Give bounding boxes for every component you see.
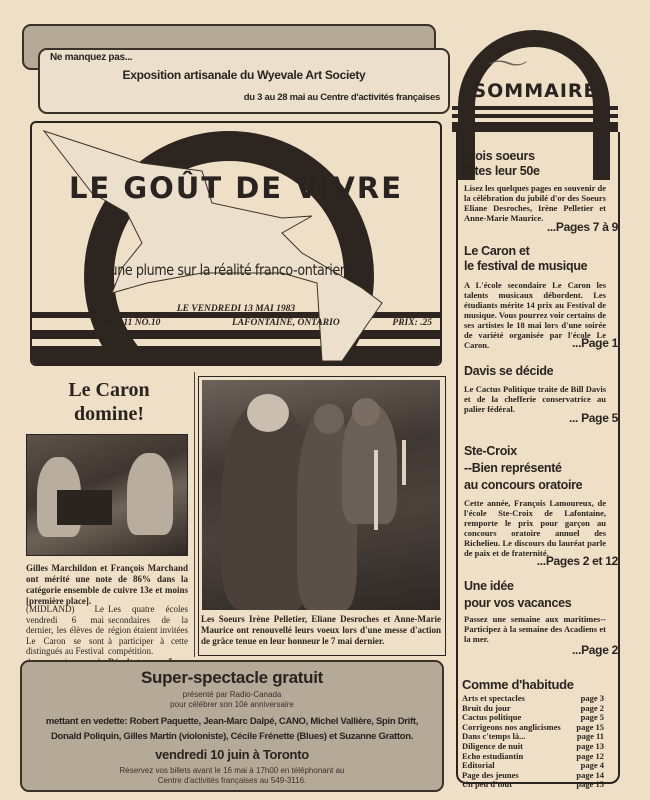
issue-volume: VOL.11 NO.10 bbox=[102, 318, 161, 328]
regular-page: page 15 bbox=[576, 721, 604, 732]
lead-body-col1: (MIDLAND) Le vendredi 6 mai dernier, les élèves de Le Caron se sont distingués au Festival bbox=[26, 604, 104, 656]
promo-presenter: présenté par Radio-Canada bbox=[182, 690, 282, 699]
regular-row[interactable] bbox=[462, 780, 604, 790]
regular-name: Corrigeons nos anglicismes bbox=[462, 721, 561, 732]
banner-title: Exposition artisanale du Wyevale Art Society bbox=[122, 68, 366, 82]
masthead bbox=[30, 121, 442, 366]
toc-title-line: Ste-Croix bbox=[464, 444, 517, 458]
sommaire-stripe bbox=[452, 114, 618, 118]
band-photo bbox=[26, 434, 188, 556]
toc-item-summary: Passez une semaine aux maritimes-- Participez à la semaine des Acadiens et la mer. bbox=[464, 614, 606, 644]
toc-title-line: au concours oratoire bbox=[464, 478, 583, 492]
regular-page: page 13 bbox=[576, 740, 604, 751]
banner-kicker: Ne manquez pas... bbox=[50, 52, 133, 63]
toc-item-pages[interactable]: ...Pages 7 à 9 bbox=[546, 220, 618, 234]
toc-item-pages[interactable]: ...Page 2 bbox=[572, 643, 618, 657]
music-stand bbox=[57, 490, 112, 525]
toc-item-title bbox=[464, 578, 571, 612]
toc-title-line: Une idée bbox=[464, 579, 514, 593]
promo-reservation-line1: Réservez vos billets avant le 16 mai à 17h00 en téléphonant au bbox=[119, 766, 345, 775]
regular-page: page 4 bbox=[580, 760, 604, 771]
regular-name: Bruit du jour bbox=[462, 702, 511, 713]
candle bbox=[402, 440, 406, 485]
band-photo-caption: Gilles Marchildon et François Marchand ont mérité une note de 86% dans la catégorie ensemble de cuivre 13e et moins [première place]. bbox=[26, 563, 188, 606]
promo-title: Super-spectacle gratuit bbox=[140, 668, 324, 687]
newspaper-tagline: une plume sur la réalité franco-ontarienne bbox=[109, 261, 363, 279]
toc-item-title bbox=[464, 364, 553, 379]
toc-title-line: Le Caron et bbox=[464, 244, 530, 258]
toc-item-summary: Lisez les quelques pages en souvenir de la célébration du jubilé d'or des Soeurs Eliane Desroches, Irène Pelletier et Anne-Marie Maurice. bbox=[464, 183, 606, 223]
promo-date: vendredi 10 juin à Toronto bbox=[155, 747, 309, 762]
candle bbox=[374, 450, 378, 530]
promo-cast-line1: mettant en vedette: Robert Paquette, Jean-Marc Dalpé, CANO, Michel Vallière, Spin Drift, bbox=[45, 716, 419, 727]
regular-name: Dans c'temps là... bbox=[462, 731, 526, 742]
toc-item-title bbox=[464, 443, 582, 494]
regulars-list bbox=[462, 694, 604, 790]
regular-page: page 12 bbox=[576, 750, 604, 761]
lead-headline-line1: Le Caron bbox=[68, 379, 150, 401]
lead-body-col2 bbox=[108, 604, 188, 667]
promo-cast-line2: Donald Poliquin, Gilles Martin (violoniste), Cécile Frénette (Blues) et Suzanne Gratton. bbox=[50, 731, 414, 742]
lead-headline-line2: domine! bbox=[74, 403, 144, 425]
toc-title-line: le festival de musique bbox=[464, 259, 588, 273]
issue-location: LAFONTAINE, ONTARIO bbox=[232, 318, 340, 328]
newspaper-title: LE GOÛT DE VIVRE bbox=[68, 171, 404, 205]
toc-item-pages[interactable]: ...Pages 2 et 12 bbox=[536, 554, 618, 568]
promo-reservation-line2: Centre d'activités françaises au 549-3116. bbox=[157, 776, 307, 785]
regular-name: Un peu d'tout bbox=[462, 779, 513, 790]
toc-item-summary: A L'école secondaire Le Caron les talents musicaux débordent. Les étudiants mérite 14 prix au Festival de musique. Vous pourrez voir certains de ses artistes le 18 mai lors d'une soirée de variété organisée par l'école Le Caron. bbox=[464, 280, 606, 350]
issue-date: LE VENDREDI 13 MAI 1983 bbox=[176, 304, 296, 314]
sisters-photo-caption: Les Soeurs Irène Pelletier, Eliane Desroches et Anne-Marie Maurice ont renouvellé leurs voeux lors d'une messe d'action de grâce tenue en leur honneur le 7 mai dernier. bbox=[201, 614, 441, 646]
sommaire-stripe bbox=[452, 106, 618, 110]
toc-item-title bbox=[464, 244, 587, 274]
lead-body-col2-text: Les quatre écoles secondaires de la région étaient invitées à participer à cette compétition. bbox=[108, 604, 188, 656]
toc-item-summary: Cette année, François Lamoureux, de l'école Ste-Croix de Lafontaine, remporte le prix pour garçon au concours oratoire annuel des Richelieu. Le discours du lauréat parle de paix et de fraternité. bbox=[464, 498, 606, 558]
toc-title-line: fêtes leur 50e bbox=[464, 164, 540, 178]
regular-page: page 2 bbox=[580, 702, 604, 713]
toc-item-title bbox=[464, 149, 540, 179]
regular-page: page 5 bbox=[580, 712, 604, 723]
toc-item-pages[interactable]: ... Page 5 bbox=[568, 411, 618, 425]
seagull-icon: 〜 bbox=[487, 50, 529, 79]
issue-price: PRIX: .25 bbox=[392, 318, 432, 328]
regular-name: Diligence de nuit bbox=[462, 740, 523, 751]
concert-promo bbox=[20, 660, 444, 792]
regulars-title: Comme d'habitude bbox=[462, 677, 574, 692]
event-banner bbox=[38, 48, 450, 114]
toc-title-line: Trois soeurs bbox=[464, 149, 535, 163]
regular-name: Cactus politique bbox=[462, 712, 522, 723]
toc-item-summary: Le Cactus Politique traite de Bill Davis et de la chefferie conservatrice au palier fédéral. bbox=[464, 384, 606, 414]
regular-name: Arts et spectacles bbox=[462, 693, 525, 703]
regular-name: Echo estudiantin bbox=[462, 750, 524, 761]
toc-title-line: pour vos vacances bbox=[464, 596, 572, 610]
sommaire-stripe bbox=[452, 122, 618, 132]
regular-name: Editorial bbox=[462, 760, 495, 771]
regular-page: page 11 bbox=[576, 731, 604, 742]
regular-page: page 14 bbox=[576, 769, 604, 780]
toc-title-line: --Bien représenté bbox=[464, 461, 562, 475]
banner-dates: du 3 au 28 mai au Centre d'activités françaises bbox=[243, 92, 440, 103]
toc-item-pages[interactable]: ...Page 1 bbox=[572, 336, 618, 350]
regular-page: page 15 bbox=[576, 779, 604, 790]
sommaire-title: SOMMAIRE bbox=[472, 80, 598, 102]
promo-occasion: pour célébrer son 10è anniversaire bbox=[170, 700, 294, 709]
toc-title-line: Davis se décide bbox=[464, 364, 554, 378]
regular-page: page 3 bbox=[580, 693, 604, 703]
regular-name: Page des jeunes bbox=[462, 769, 519, 780]
musician-figure bbox=[127, 453, 173, 535]
